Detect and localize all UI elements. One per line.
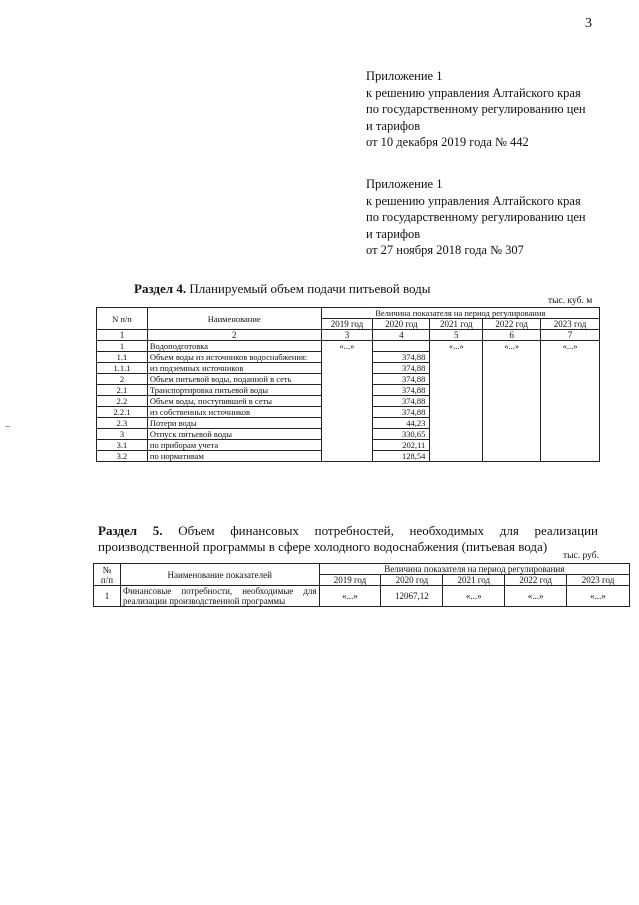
- header-period: Величина показателя на период регулирования: [321, 308, 599, 319]
- value-2020: 330,65: [373, 429, 430, 440]
- section4-title-text: Планируемый объем подачи питьевой воды: [189, 281, 431, 296]
- section5-label: Раздел 5.: [98, 523, 163, 538]
- col-number: 2: [147, 330, 321, 341]
- header-year: 2019 год: [321, 319, 373, 330]
- value-2019: «...»: [319, 586, 381, 607]
- value-2020: 374,88: [373, 396, 430, 407]
- header-name: Наименование: [147, 308, 321, 330]
- appendix-line: от 27 ноября 2018 года № 307: [366, 243, 524, 257]
- appendix-line: Приложение 1: [366, 69, 443, 83]
- row-name: из подземных источников: [147, 363, 321, 374]
- header-year: 2022 год: [505, 575, 567, 586]
- section5-title-line2: производственной программы в сфере холодного водоснабжения (питьевая вода): [98, 539, 548, 554]
- row-name: Отпуск питьевой воды: [147, 429, 321, 440]
- value-2020: 374,88: [373, 407, 430, 418]
- value-2020: 202,11: [373, 440, 430, 451]
- row-name: Финансовые потребности, необходимые для реализации производственной программы: [120, 586, 319, 607]
- value-2023: «...»: [541, 341, 600, 462]
- value-2020: 374,88: [373, 352, 430, 363]
- appendix-line: и тарифов: [366, 118, 421, 133]
- value-2020: 44,23: [373, 418, 430, 429]
- row-num: 1: [97, 341, 148, 352]
- col-number: 7: [541, 330, 600, 341]
- margin-mark: [5, 426, 10, 427]
- appendix-line: от 10 декабря 2019 года № 442: [366, 135, 529, 149]
- col-number: 4: [373, 330, 430, 341]
- header-num-line1: №: [102, 564, 112, 575]
- value-2019: «...»: [321, 341, 373, 462]
- appendix-line: Приложение 1: [366, 177, 443, 191]
- row-num: 2.2.1: [97, 407, 148, 418]
- col-number: 6: [483, 330, 541, 341]
- section5-table: [93, 563, 630, 607]
- appendix-line: к решению управления Алтайского края: [366, 193, 581, 208]
- value-2021: «...»: [430, 341, 483, 462]
- header-num-line2: п/п: [100, 574, 114, 585]
- header-year: 2023 год: [567, 575, 630, 586]
- header-year: 2020 год: [381, 575, 443, 586]
- row-num: 2.2: [97, 396, 148, 407]
- appendix-previous: [366, 176, 586, 259]
- header-name: Наименование показателей: [120, 564, 319, 586]
- col-number: 1: [97, 330, 148, 341]
- row-name: Водоподготовка: [147, 341, 321, 352]
- row-num: 2.3: [97, 418, 148, 429]
- row-name: по нормативам: [147, 451, 321, 462]
- value-2023: «...»: [567, 586, 630, 607]
- section5-title-line1: Объем финансовых потребностей, необходимых для реализации: [178, 523, 599, 538]
- row-name: Потери воды: [147, 418, 321, 429]
- header-num: N п/п: [97, 308, 148, 330]
- row-name: по приборам учета: [147, 440, 321, 451]
- col-number: 5: [430, 330, 483, 341]
- appendix-line: по государственному регулированию цен: [366, 102, 586, 116]
- value-2020: [373, 341, 430, 352]
- row-num: 1: [94, 586, 121, 607]
- row-num: 2: [97, 374, 148, 385]
- header-year: 2020 год: [373, 319, 430, 330]
- col-number: 3: [321, 330, 373, 341]
- value-2022: «...»: [505, 586, 567, 607]
- header-year: 2023 год: [541, 319, 600, 330]
- row-num: 1.1: [97, 352, 148, 363]
- header-year: 2021 год: [430, 319, 483, 330]
- header-year: 2021 год: [443, 575, 505, 586]
- section4-label: Раздел 4.: [134, 281, 187, 296]
- row-name: Объем воды, поступившей в сеты: [147, 396, 321, 407]
- section4-units: тыс. куб. м: [548, 296, 593, 306]
- row-num: 3.2: [97, 451, 148, 462]
- row-name: из собственных источников: [147, 407, 321, 418]
- value-2020: 374,88: [373, 363, 430, 374]
- page-number: 3: [585, 16, 592, 31]
- value-2020: 128,54: [373, 451, 430, 462]
- appendix-current: [366, 68, 586, 151]
- row-num: 3: [97, 429, 148, 440]
- row-num: 3.1: [97, 440, 148, 451]
- appendix-line: и тарифов: [366, 226, 421, 241]
- value-2020: 374,88: [373, 374, 430, 385]
- row-name: Объем питьевой воды, поданной в сеть: [147, 374, 321, 385]
- value-2022: «...»: [483, 341, 541, 462]
- appendix-line: по государственному регулированию цен: [366, 210, 586, 224]
- appendix-line: к решению управления Алтайского края: [366, 85, 581, 100]
- header-year: 2019 год: [319, 575, 381, 586]
- header-year: 2022 год: [483, 319, 541, 330]
- value-2020: 374,88: [373, 385, 430, 396]
- row-num: 2.1: [97, 385, 148, 396]
- section5-title: [98, 523, 598, 555]
- header-num: [94, 564, 121, 586]
- section5-units: тыс. руб.: [563, 551, 599, 561]
- row-num: 1.1.1: [97, 363, 148, 374]
- section4-title: [134, 281, 431, 297]
- row-name: Объем воды из источников водоснабжения:: [147, 352, 321, 363]
- section4-table: [96, 307, 600, 462]
- value-2020: 12067,12: [381, 586, 443, 607]
- row-name: Транспортировка питьевой воды: [147, 385, 321, 396]
- header-period: Величина показателя на период регулирования: [319, 564, 629, 575]
- value-2021: «...»: [443, 586, 505, 607]
